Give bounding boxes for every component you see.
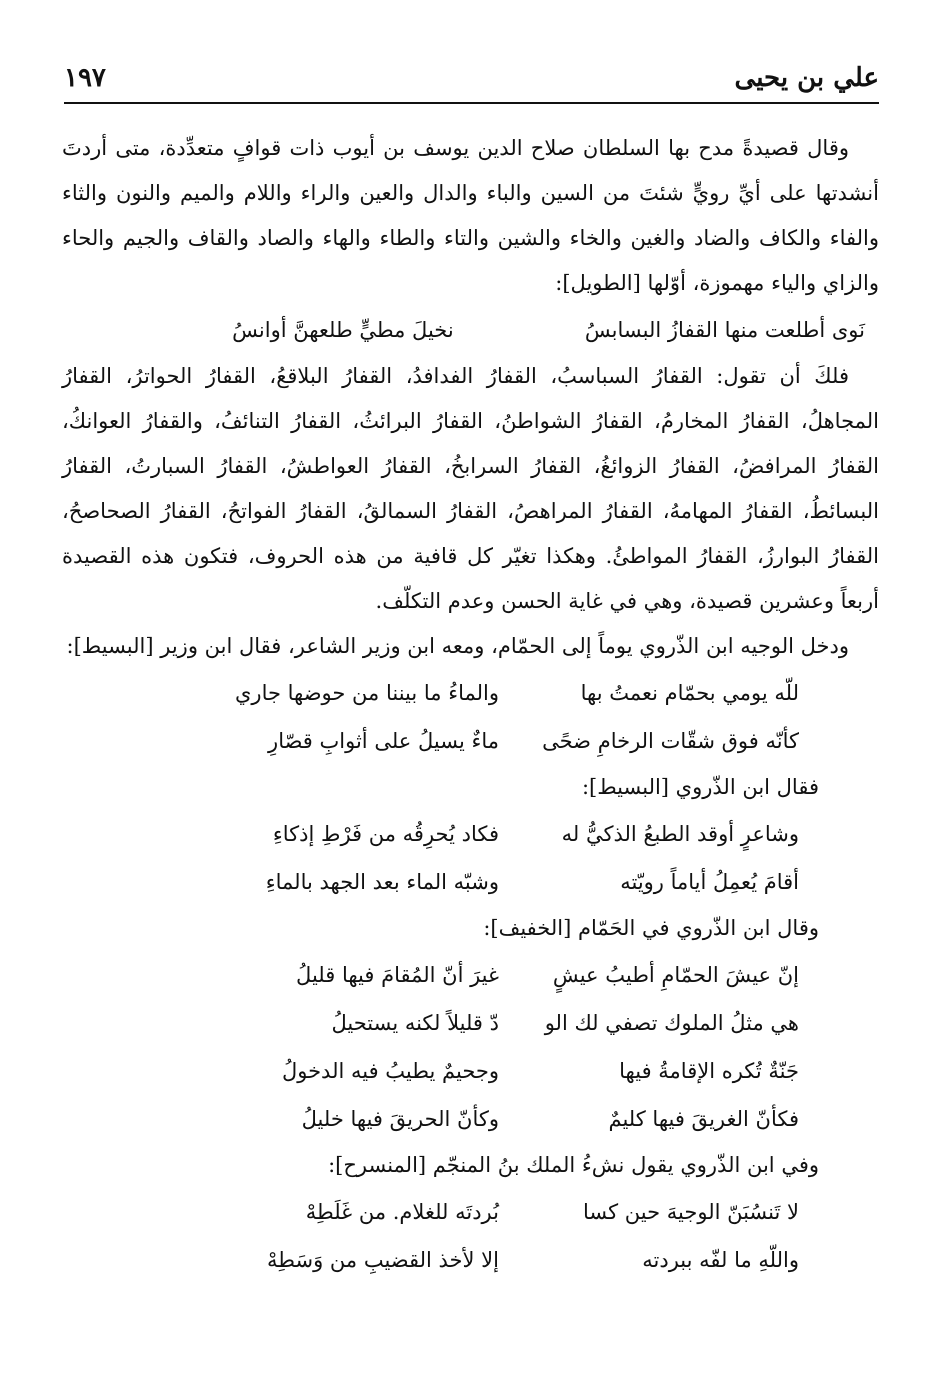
verse-second-hemistich: وجحيمٌ يطيبُ فيه الدخولُ	[281, 1059, 499, 1083]
verse-first-hemistich: فكأنّ الغريقَ فيها كليمٌ	[608, 1107, 799, 1131]
verse-second-hemistich: ماءٌ يسيلُ على أثوابِ قصّارِ	[268, 729, 499, 753]
verse-line	[62, 1236, 819, 1284]
verse-line	[62, 858, 819, 906]
page-body	[62, 126, 879, 1284]
paragraph-2: فلكَ أن تقول: القفارُ السباسبُ، القفارُ الفدافدُ، القفارُ البلاقعُ، القفارُ الحواترُ، القفارُ المجاهلُ، القفارُ المخارمُ، القفارُ الشواطنُ، القفارُ البرائثُ، القفارُ التنائفُ، والقفارُ العوانكُ، القفارُ المرافضُ، القفارُ الزوائغُ، القفارُ السرابخُ، القفارُ العواطشُ، القفارُ السبارتُ، القفارُ البسائطُ، القفارُ المهامهُ، القفارُ المراهصُ، القفارُ السمالقُ، القفارُ الفواتحُ، القفارُ الصحاصحُ، القفارُ البوارزُ، القفارُ المواطئُ. وهكذا تغيّر كل قافية من هذه الحروف، فتكون هذه القصيدة أربعاً وعشرين قصيدة، وهي في غاية الحسن وعدم التكلّف.	[62, 364, 879, 613]
running-title: علي بن يحيى	[734, 63, 879, 93]
verse-first-hemistich: إنّ عيشَ الحمّامِ أطيبُ عيشٍ	[552, 963, 799, 987]
verse-second-hemistich: دّ قليلاً لكنه يستحيلُ	[331, 1011, 499, 1035]
verse-second-hemistich: وكأنّ الحريقَ فيها خليلُ	[301, 1107, 499, 1131]
verse-line	[62, 1047, 819, 1095]
verse-second-hemistich: وشبّه الماء بعد الجهد بالماءِ	[265, 870, 499, 894]
verse-first-hemistich: أقامَ يُعمِلُ أياماً رويّته	[620, 870, 799, 894]
paragraph-1: وقال قصيدةً مدح بها السلطان صلاح الدين يوسف بن أيوب ذات قوافٍ متعدِّدة، متى أردتَ أنشدتها على أيِّ رويٍّ شئتَ من السين والباء والدال والعين والراء واللام والميم والنون والثاء والفاء والكاف والضاد والغين والخاء والشين والتاء والطاء والهاء والصاد والقاف والجيم والحاء والزاي والياء مهموزة، أوّلها [الطويل]:	[62, 136, 879, 295]
verse-first-hemistich: للّه يومي بحمّام نعمتُ بها	[580, 681, 799, 705]
verse-second-hemistich: نخيلَ مطيٍّ طلعهنَّ أوانسُ	[232, 318, 454, 342]
verse-first-hemistich: نَوى أطلعت منها القفازُ البسابسُ	[584, 318, 865, 342]
paragraph-3: ودخل الوجيه ابن الذّروي يوماً إلى الحمّام، ومعه ابن وزير الشاعر، فقال ابن وزير [البسيط]:	[66, 634, 849, 658]
verse-first-hemistich: واللّهِ ما لفّه ببردته	[642, 1248, 799, 1272]
verse-first-hemistich: كأنّه فوق شقّات الرخامِ ضحًى	[542, 729, 799, 753]
page-number: ١٩٧	[64, 63, 106, 93]
verse-first-hemistich: وشاعرٍ أوقد الطبعُ الذكيُّ له	[561, 822, 799, 846]
verse-line	[62, 810, 819, 858]
verse-second-hemistich: فكاد يُحرِقُه من فَرْطِ إذكاءِ	[272, 822, 499, 846]
verse-second-hemistich: إلا لأخذ القضيبِ من وَسَطِهْ	[267, 1248, 499, 1272]
poem-intro: وفي ابن الذّروي يقول نشءُ الملك بنُ المنجّم [المنسرح]:	[328, 1153, 819, 1177]
verse-first-hemistich: لا تَنسُبَنّ الوجيهَ حين كسا	[582, 1200, 799, 1224]
verse-line	[62, 951, 819, 999]
verse-second-hemistich: غيرَ أنّ المُقامَ فيها قليلُ	[296, 963, 499, 987]
verse-line	[62, 717, 819, 765]
verse-second-hemistich: والماءُ ما بيننا من حوضها جاري	[235, 681, 499, 705]
verse-second-hemistich: بُردتَه للغلام. من غَلَطِهْ	[305, 1200, 499, 1224]
verse-line	[62, 669, 819, 717]
verse-line	[62, 999, 819, 1047]
verse-first-hemistich: جَنّةٌ تُكره الإقامةُ فيها	[619, 1059, 799, 1083]
poem-intro: وقال ابن الذّروي في الحَمّام [الخفيف]:	[483, 916, 819, 940]
verse-first-hemistich: هي مثلُ الملوك تصفي لك الو	[544, 1011, 799, 1035]
poem-intro: فقال ابن الذّروي [البسيط]:	[581, 775, 819, 799]
verse-line	[62, 306, 879, 354]
verse-line	[62, 1095, 819, 1143]
running-header	[64, 54, 879, 104]
verse-line	[62, 1188, 819, 1236]
